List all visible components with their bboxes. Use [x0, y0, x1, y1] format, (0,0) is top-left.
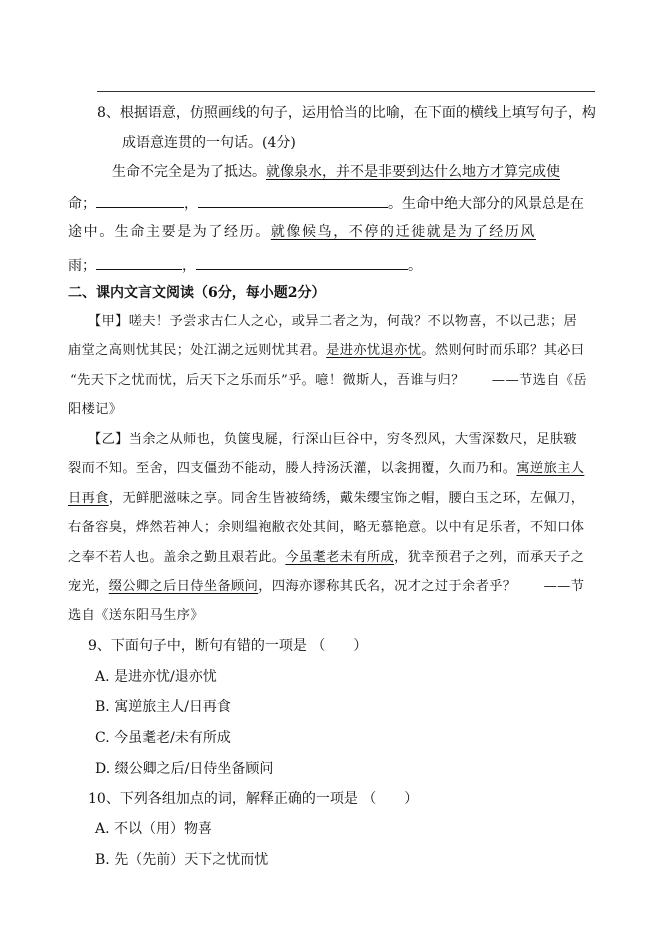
jia-text: 。然则何时而乐耶？其必曰 [421, 343, 585, 358]
q8-text: 。生命中绝大部分的风景总是在 [388, 196, 584, 212]
yi-underlined: 寓逆旅主人 [516, 461, 585, 476]
yi-line-2 [68, 460, 584, 478]
jia-line-2 [68, 342, 584, 360]
jia-line-4: 阳楼记》 [68, 402, 123, 417]
q9-option-a[interactable]: A. 是进亦忧/退亦忧 [95, 669, 217, 685]
jia-text: 庙堂之高则忧其民；处江湖之远则忧其君。 [68, 343, 327, 358]
yi-underlined: 缀公卿之后日侍坐备顾问 [108, 579, 259, 594]
yi-text: ，犹幸预君子之列，而承天子之 [394, 550, 585, 565]
q8-passage-line-1 [97, 163, 560, 181]
q8-plain-text: 生命不完全是为了抵达。 [112, 164, 266, 180]
q8-passage-line-2 [68, 193, 584, 213]
q8-underlined-sentence: 就像泉水，并不是非要到达什么地方才算完成使 [266, 164, 560, 180]
q8-blank-2[interactable] [198, 193, 388, 208]
q9-option-d[interactable]: D. 缀公卿之后/日侍坐备顾问 [95, 761, 274, 777]
yi-line-3 [68, 490, 584, 508]
q8-text: ， [184, 196, 198, 212]
q8-blank-4[interactable] [196, 255, 408, 270]
yi-line-4: 右备容臭，烨然若神人；余则缊袍敝衣处其间，略无慕艳意。以中有足乐者，不知口体 [68, 520, 585, 535]
yi-text: 裂而不知。至舍，四支僵劲不能动，媵人持汤沃灌，以衾拥覆，久而乃和。 [68, 461, 517, 476]
q9-prompt: 9、下面句子中，断句有错的一项是 （ ） [88, 638, 368, 654]
yi-line-6 [68, 578, 584, 596]
q8-text: 。 [408, 258, 422, 274]
q8-text: 命； [68, 196, 96, 212]
jia-underlined: 是进亦忧退亦忧 [326, 343, 422, 358]
jia-line-3: “先天下之忧而忧，后天下之乐而乐”乎。噫！微斯人，吾谁与归？ ——节选自《岳 [70, 373, 588, 388]
q10-prompt: 10、下列各组加点的词，解释正确的一项是 （ ） [88, 791, 419, 807]
yi-text: 宠光， [68, 579, 109, 594]
yi-text: 之奉不若人也。盖余之勤且艰若此。 [68, 550, 286, 565]
yi-underlined: 今虽耄老未有所成 [285, 550, 395, 565]
q9-option-c[interactable]: C. 今虽耄老/未有所成 [95, 730, 231, 746]
q8-blank-1[interactable] [96, 193, 184, 208]
q8-underlined-sentence: 就像候鸟，不停的迁徙就是为了经历风 [270, 224, 537, 240]
top-rule [97, 91, 595, 92]
yi-text: ，四海亦谬称其氏名，况才之过于余者乎？ ——节 [258, 579, 585, 594]
q8-text: 雨； [68, 258, 96, 274]
q8-passage-line-4 [68, 255, 422, 275]
q8-text: ， [182, 258, 196, 274]
yi-underlined: 日再食 [68, 491, 109, 506]
yi-line-1: 【乙】当余之从师也，负箧曳屣，行深山巨谷中，穷冬烈风，大雪深数尺，足肤皲 [88, 432, 578, 447]
q8-plain-text: 途中。生命主要是为了经历。 [68, 224, 271, 240]
yi-line-5 [68, 549, 584, 567]
q8-passage-line-3 [68, 223, 536, 241]
yi-text: ，无鲜肥滋味之享。同舍生皆被绮绣，戴朱缨宝饰之帽，腰白玉之环，左佩刀， [108, 491, 585, 506]
q8-prompt-line-1: 8、根据语意，仿照画线的句子，运用恰当的比喻，在下面的横线上填写句子，构 [97, 105, 596, 121]
q10-option-b[interactable]: B. 先（先前）天下之忧而忧 [95, 852, 269, 868]
q9-option-b[interactable]: B. 寓逆旅主人/日再食 [95, 699, 231, 715]
q10-option-a[interactable]: A. 不以（用）物喜 [95, 821, 213, 837]
yi-line-7: 选自《送东阳马生序》 [68, 608, 204, 623]
jia-line-1: 【甲】嗟夫！予尝求古仁人之心，或异二者之为，何哉？不以物喜，不以己悲；居 [88, 314, 578, 329]
section-heading: 二、课内文言文阅读（6分，每小题2分） [68, 285, 326, 301]
q8-blank-3[interactable] [96, 255, 182, 270]
q8-prompt-line-2: 成语意连贯的一句话。(4分) [122, 135, 296, 151]
